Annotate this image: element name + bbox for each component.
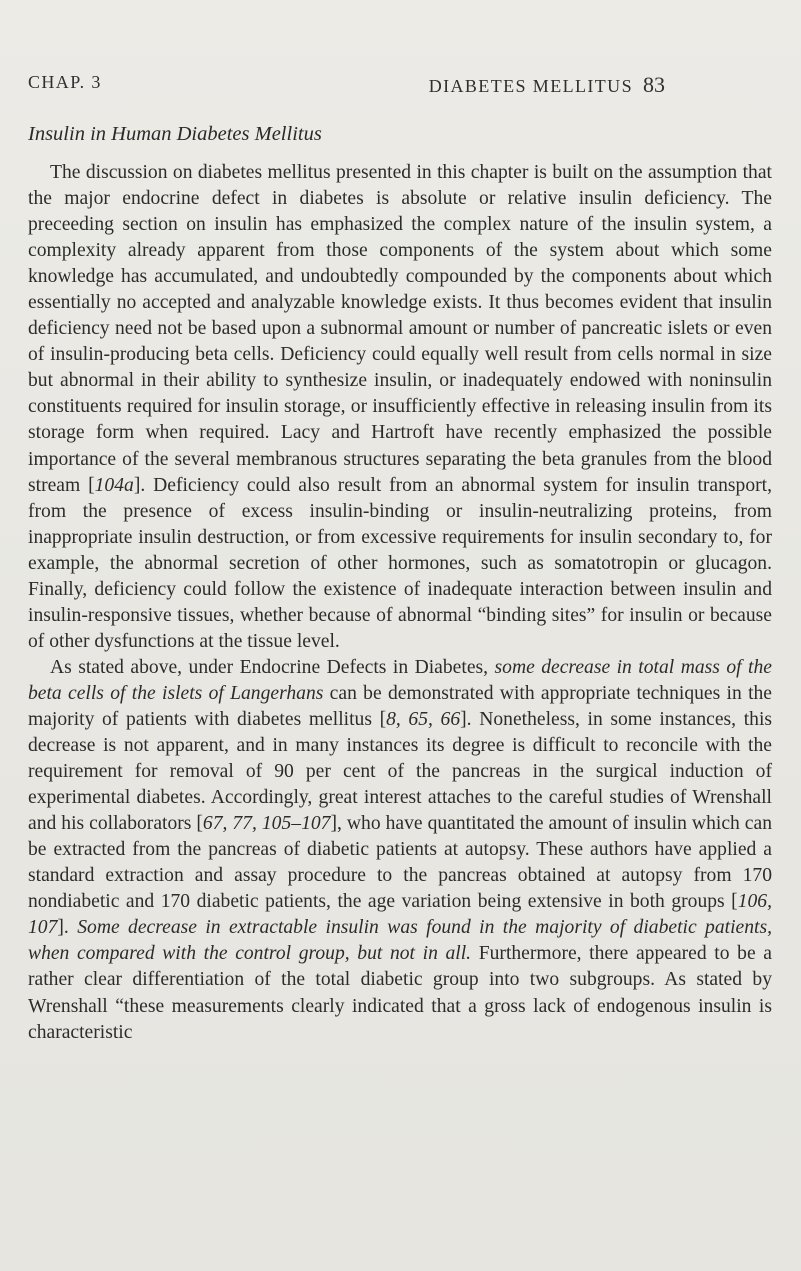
paragraph-1 — [28, 160, 772, 655]
paragraph-2 — [28, 655, 772, 1046]
paragraph-2-text-start: As stated above, under Endocrine Defects in Diabetes, — [50, 656, 495, 678]
paragraph-1-text: The discussion on diabetes mellitus presented in this chapter is built on the assumption that the major endocrine defect in diabetes is absolute or relative insulin deficiency. The preceeding section on insulin has emphasized the complex nature of the insulin system, a complexity already apparent from those components of the system about which some knowledge has accumulated, and undoubtedly compounded by the components about which essentially no accepted and analyzable knowledge exists. It thus becomes evident that insulin deficiency need not be based upon a subnormal amount or number of pancreatic islets or even of insulin-producing beta cells. Deficiency could equally well result from cells normal in size but abnormal in their ability to synthesize insulin, or inadequately endowed with noninsulin constituents required for insulin storage, or insufficiently effective in releasing insulin from its storage form when required. Lacy and Hartroft have recently emphasized the possible importance of the several membranous structures separating the beta granules from the blood stream [ — [28, 162, 772, 496]
emphasis-text: Some decrease in extractable insulin was found in the majority of diabetic patients, when compared with the control group, but not in all. — [28, 917, 773, 965]
running-head — [28, 72, 665, 98]
chapter-label: CHAP. 3 — [28, 72, 102, 92]
citation-refs: 67, 77, 105–107 — [202, 813, 331, 835]
paragraph-2-text: ], who have quantitated the amount of insulin which can be extracted from the pancreas of diabetic patients at autopsy. These authors have applied a standard extraction and assay procedure to the pancreas obtained at autopsy from 170 nondiabetic and 170 diabetic patients, the age variation being extensive in both groups [ — [28, 813, 772, 913]
running-title: DIABETES MELLITUS — [428, 76, 633, 96]
paragraph-2-text: ]. Nonetheless, in some instances, this decrease is not apparent, and in many instances its degree is difficult to reconcile with the requirement for removal of 90 per cent of the pancreas in the surgical induction of experimental diabetes. Accordingly, great interest attaches to the careful studies of Wrenshall and his collaborators [ — [28, 708, 773, 835]
citation-ref: 104a — [94, 474, 134, 496]
citation-refs: 8, 65, 66 — [386, 708, 461, 730]
paragraph-2-text-end: Furthermore, there appeared to be a rather clear differentiation of the total diabetic group into two subgroups. As stated by Wrenshall “these measurements clearly indicated that a gross lack of endogenous insulin is characteristic — [28, 943, 772, 1043]
paragraph-1-text-cont: ]. Deficiency could also result from an abnormal system for insulin transport, from the presence of excess insulin-binding or insulin-neutralizing proteins, from inappropriate insulin destruction, or from excessive requirements for insulin secondary to, for example, the abnormal secretion of other hormones, such as somatotropin or glucagon. Finally, deficiency could follow the existence of inadequate interaction between insulin and insulin-responsive tissues, whether because of abnormal “binding sites” for insulin or because of other dysfunctions at the tissue level. — [28, 474, 772, 652]
emphasis-text: some decrease in total mass of the beta cells of the islets of Langerhans — [28, 656, 772, 704]
running-title-group — [429, 72, 665, 98]
section-heading: Insulin in Human Diabetes Mellitus — [28, 123, 322, 145]
page-number: 83 — [643, 72, 665, 97]
body-text — [28, 160, 772, 1046]
paragraph-2-text: can be demonstrated with appropriate techniques in the majority of patients with diabetes mellitus [ — [28, 682, 773, 730]
citation-refs: 106, 107 — [28, 891, 772, 939]
paragraph-2-text: ]. — [57, 917, 78, 939]
